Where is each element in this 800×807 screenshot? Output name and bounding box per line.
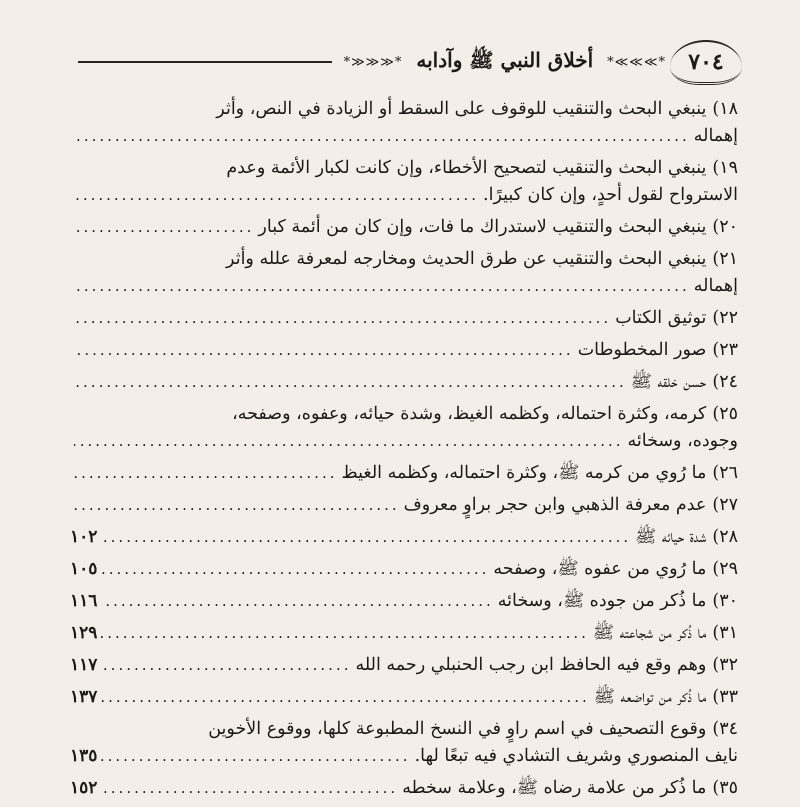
entry-title: ينبغي البحث والتنقيب عن طرق الحديث ومخارجه لمعرفة علله وأثر [226,249,707,269]
entry-number: ٢٠) [712,217,738,237]
entry-number: ٢٦) [712,463,738,483]
table-of-contents [70,96,738,807]
entry-title: ما ذُكر من شجاعته ﷺ [592,623,707,643]
entry-number: ٣٤) [712,719,738,739]
toc-entry-line [70,96,738,123]
toc-entry [70,492,738,519]
dot-leader [101,652,351,679]
entry-number: ٢٢) [712,308,738,328]
entry-title: ينبغي البحث والتنقيب لتصحيح الأخطاء، وإن كانت لكبار الأئمة وعدم [226,158,707,178]
entry-number: ١٨) [712,99,738,119]
toc-entry [70,369,738,396]
toc-entry [70,246,738,300]
entry-page-number: ١٣٥ [70,746,98,766]
toc-entry-line [70,652,738,679]
entry-page-number: ١٠٢ [70,527,98,547]
entry-title: ما ذُكر من علامة رضاه ﷺ، وعلامة سخطه [402,778,707,798]
dot-leader [74,460,337,487]
entry-number: ٣١) [712,623,738,643]
dot-leader [101,743,410,770]
entry-number: ٢٥) [712,404,738,424]
toc-entry [70,620,738,647]
entry-page-number: ١٥٢ [70,778,98,798]
entry-title: نايف المنصوري وشريف التشادي فيه تبعًا لها. [414,746,738,766]
toc-entry-line [70,401,738,428]
entry-number: ٣٠) [712,591,738,611]
entry-title: ينبغي البحث والتنقيب لاستدراك ما فات، وإن كان من أئمة كبار [258,217,707,237]
dot-leader [101,684,589,711]
toc-entry [70,524,738,551]
entry-title: ما رُوي من كرمه ﷺ، وكثرة احتماله، وكظمه الغيظ [341,463,707,483]
dot-leader [74,305,611,332]
dot-leader [101,524,631,551]
toc-entry-line [70,182,738,209]
dot-leader [101,620,588,647]
toc-entry-line [70,123,738,150]
toc-entry [70,556,738,583]
toc-entry [70,716,738,770]
dot-leader [74,337,574,364]
entry-spacer [70,802,738,807]
page-header [70,40,742,84]
ornament-right: *≫≫≫* [607,54,666,70]
entry-title: عدم معرفة الذهبي وابن حجر براوٍ معروف [403,495,707,515]
toc-entry [70,588,738,615]
dot-leader [74,369,627,396]
entry-title: وقوع التصحيف في اسم راوٍ في النسخ المطبوعة كلها، ووقوع الأخوين [208,719,707,739]
entry-title: شدة حيائه ﷺ [635,527,707,547]
ornament-left: *≪≪≪* [343,54,403,70]
toc-entry [70,684,738,711]
entry-title: حسن خلقه ﷺ [630,372,707,392]
entry-page-number: ١٠٥ [70,559,98,579]
toc-entry-line [70,775,738,802]
entry-number: ٢١) [712,249,738,269]
entry-title: إهماله [693,276,738,296]
entry-page-number: ١١٧ [70,655,98,675]
entry-number: ٢٧) [712,495,738,515]
entry-title: ما رُوي من عفوه ﷺ، وصفحه [493,559,707,579]
toc-entry-line [70,305,738,332]
entry-title: ما ذُكر من جوده ﷺ، وسخائه [497,591,707,611]
toc-entry [70,305,738,332]
toc-entry [70,652,738,679]
toc-entry [70,337,738,364]
entry-number: ٣٣) [712,687,738,707]
toc-entry-line [70,743,738,770]
dot-leader [74,428,624,455]
dot-leader [74,214,254,241]
page-number-badge: ٧٠٤ [670,40,742,85]
entry-number: ٣٢) [712,655,738,675]
entry-title: وجوده، وسخائه [627,431,738,451]
entry-title: ما ذُكر من تواضعه ﷺ [593,687,707,707]
toc-entry-line [70,492,738,519]
dot-leader [74,492,400,519]
toc-entry-line [70,246,738,273]
running-title: أخلاق النبي ﷺ وآدابه [416,47,594,72]
entry-number: ٢٨) [712,527,738,547]
toc-entry-line [70,556,738,583]
dot-leader [101,775,398,802]
dot-leader [101,556,489,583]
entry-title: الاسترواح لقول أحدٍ، وإن كان كبيرًا. [483,185,738,205]
header-rule [78,61,332,63]
entry-title: ينبغي البحث والتنقيب للوقوف على السقط أو الزيادة في النص، وأثر [216,99,707,119]
entry-page-number: ١١٦ [70,591,98,611]
toc-entry-line [70,214,738,241]
toc-entry-line [70,716,738,743]
toc-entry [70,214,738,241]
toc-entry [70,401,738,455]
dot-leader [74,273,690,300]
dot-leader [74,123,690,150]
toc-entry-line [70,369,738,396]
entry-title: إهماله [693,126,738,146]
toc-entry-line [70,273,738,300]
entry-title: توثيق الكتاب [615,308,707,328]
entry-page-number: ١٢٩ [70,623,98,643]
entry-title: كرمه، وكثرة احتماله، وكظمه الغيظ، وشدة حيائه، وعفوه، وصفحه، [232,404,707,424]
toc-entry-line [70,337,738,364]
toc-entry-line [70,460,738,487]
toc-entry [70,775,738,802]
entry-page-number: ١٣٧ [70,687,98,707]
entry-number: ٢٤) [712,372,738,392]
entry-number: ١٩) [712,158,738,178]
dot-leader [74,182,479,209]
toc-entry-line [70,620,738,647]
entry-title: وهم وقع فيه الحافظ ابن رجب الحنبلي رحمه الله [355,655,707,675]
toc-entry-line [70,684,738,711]
entry-number: ٢٣) [712,340,738,360]
toc-entry-line [70,428,738,455]
toc-entry-line [70,588,738,615]
toc-entry [70,460,738,487]
entry-title: صور المخطوطات [577,340,707,360]
toc-entry [70,96,738,150]
dot-leader [101,588,493,615]
entry-number: ٣٥) [712,778,738,798]
toc-entry [70,155,738,209]
toc-entry-line [70,155,738,182]
toc-entry-line [70,524,738,551]
entry-number: ٢٩) [712,559,738,579]
